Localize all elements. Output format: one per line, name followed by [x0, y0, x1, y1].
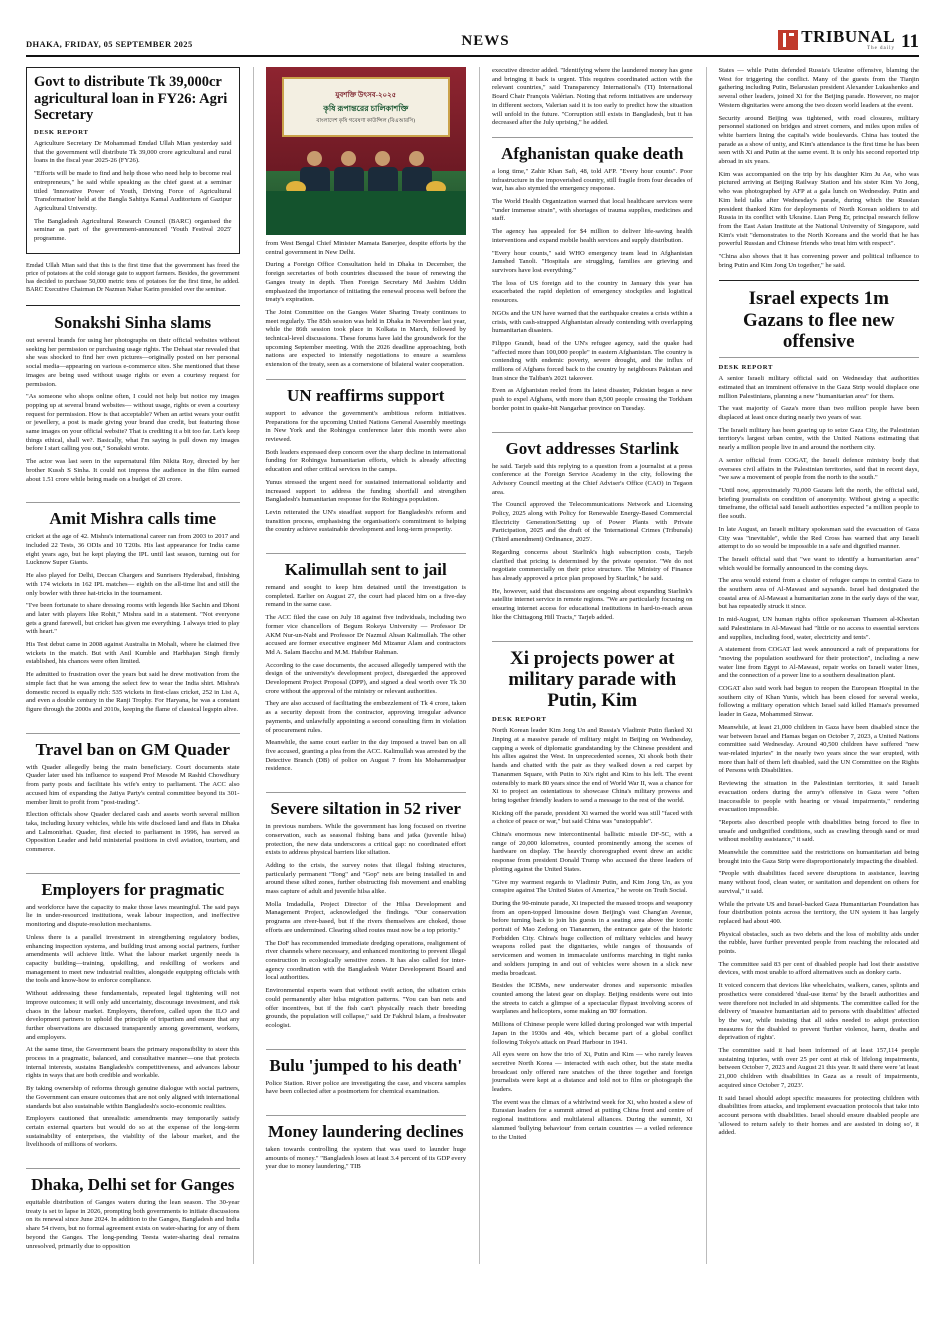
- divider: [266, 379, 467, 380]
- section-title: NEWS: [461, 33, 510, 49]
- article-headline: Sonakshi Sinha slams: [54, 313, 212, 332]
- lead-para-1: Agriculture Secretary Dr Mohammad Emdad Ullah Mian yesterday said that the government will distribute Tk 39,000 crore agricultural and rural loans in the fiscal year 2025-26 (FY26).: [34, 140, 232, 165]
- para: "Until now, approximately 70,000 Gazans left the north, the official said, briefing journalists on condition of anonymity. Without giving a specific timeframe, the official said Israeli authorities expected "a million people to flee south.: [718, 487, 919, 521]
- para: The ACC filed the case on July 18 against five individuals, including two former vice chancellors of Begum Rokeya University — Professor Dr AKM Nur-un-Nabi and Professor Dr Nazmul Ahsan Kalimullah. The other accused are former executive engineer Md Mizanur Alam and contractors Md A. Salam Bacchu and M.M. Habibur Rahman.: [265, 614, 466, 656]
- para: Filippo Grandi, head of the UN's refugee agency, said the quake had "affected more than 100,000 people" in eastern Afghanistan. The country is contending with endemic poverty, severe drought, and the influx of millions of Afghans forced back to the country by neighbours Pakistan and Iran since the Taliban's 2021 takeover.: [492, 339, 693, 382]
- para: A senior Israeli military official said on Wednesday that authorities estimated that an imminent offensive in the Gaza Strip would displace one million Palestinians, planning a new "humanitarian area" for them.: [718, 375, 919, 400]
- para: Kicking off the parade, president Xi warned the world was still "faced with a choice of peace or war," but said China was "unstoppable".: [492, 809, 693, 826]
- para: "China also shows that it has convening power and political influence to bring Putin and Kim Jong Un together," he said.: [718, 253, 919, 269]
- column-3: [479, 67, 693, 1264]
- para: Both leaders expressed deep concern over the sharp decline in international funding for Rohingya humanitarian efforts, which is already affecting education and other critical services in the camps.: [265, 448, 466, 474]
- para: a long time," Zahir Khan Safi, 48, told AFP. "Every hour counts". Poor infrastructure in the impoverished country, still fragile from four decades of war, has also stymied the emergency response.: [492, 167, 693, 193]
- para: Without addressing these fundamentals, repeated legal tightening will not improve outcomes; it will only add uncertainty, discourage investment, and risk chaos in the labour market. Employers, therefore, called upon the ILO and development partners to uphold the principle of tripartism and ensure that any further observations are discussed transparently among government, workers, and employers.: [26, 990, 240, 1041]
- para: Employers cautioned that unrealistic amendments may temporarily satisfy certain external quarters but would do so at the expense of the long-term sustainability of enterprises, the viability of the labour market, and the livelihoods of millions of workers.: [26, 1115, 240, 1149]
- para: "Every hour counts," said WHO emergency team lead in Afghanistan Jamshed Tanoli. "Hospitals are struggling, families are grieving and survivors have lost everything.": [492, 249, 693, 274]
- banner-line-2: কৃষি রূপান্তরের চালিকাশক্তি: [323, 103, 409, 113]
- article-byline: DESK REPORT: [492, 716, 547, 724]
- divider: [266, 1115, 467, 1116]
- photo-person: [366, 151, 400, 191]
- article-bulu: [266, 1056, 467, 1101]
- para: It voiced concern that devices like wheelchairs, walkers, canes, splints and prosthetics were considered 'dual-use items' by the Israeli authorities and were therefore not included in aid shipments. The committee called for the delivery of 'massive humanitarian aid to persons with disabilities' affected by the war, while insisting that all sides needed to adopt protection measures for the disabled to prevent 'further violence, harm, deaths and deprivation of rights'.: [718, 982, 919, 1042]
- para: It said Israel should adopt specific measures for protecting children with disabilities from attacks, and implement evacuation protocols that take into account persons with disabilities. Israel should ensure disabled people are 'allowed to return safely to their homes and are assisted in doing so', it added.: [718, 1094, 919, 1137]
- article-israel-gaza: [719, 288, 920, 1142]
- tribunal-logo: [778, 28, 895, 51]
- banner-line-3: বাংলাদেশ কৃষি গবেষণা কাউন্সিল (বিএআরসি): [316, 117, 416, 124]
- para: At the same time, the Government bears the primary responsibility to steer this process in a pragmatic, balanced, and consultative manner—one that protects internal interests, sustains Bangladesh's competitiveness, and advances labour rights in ways that are both credible and workable.: [26, 1046, 240, 1080]
- article-headline: Xi projects power at military parade with Putin, Kim: [508, 647, 677, 712]
- photo-table-cloth: [266, 191, 467, 235]
- para: They are also accused of facilitating the embezzlement of Tk 4 crore, taken as a security deposit from the contractor, approving irregular advance payments, and unlawfully appointing a second consulting firm in violation of procurement rules.: [265, 700, 466, 734]
- para: taken towards controlling the system that was used to launder huge amounts of money." "Bangladesh loses at least 3.4 percent of its GDP every year due to money laundering," TIB: [265, 1146, 466, 1171]
- para: executive director added. "Identifying where the laundered money has gone and bringing it back is urgent. This requires coordinated action with the relevant countries," said Transparency International's (TI) International Board Chair François Valérian. Noting that reform initiatives are underway in different sectors, Valerian said it is too early to predict how the situation will unfold in the future. "Corruption still exists in Bangladesh, but it has decreased after the July uprising," he added.: [492, 67, 693, 127]
- divider: [266, 1049, 467, 1050]
- para: equitable distribution of Ganges waters during the lean season. The 30-year treaty is set to lapse in 2026, prompting both governments to initiate discussions on its renewal since June 2024. In addition to the Ganges, Bangladesh and India share 54 rivers, but no formal agreement exists on water-sharing for any of them beyond the Ganges. The long-pending Teesta water-sharing deal remains unresolved, primarily due to opposition: [26, 1199, 240, 1250]
- article-starlink: [492, 439, 693, 627]
- divider: [492, 432, 693, 433]
- column-2: [253, 67, 467, 1264]
- para: China's enormous new intercontinental ballistic missile DF-5C, with a range of 20,000 kilometres, counted prominently among the scenes of hardware on display. The heavily choreographed event drew an acidic response from president Donald Trump who accused the three leaders of plotting against the United States.: [492, 831, 693, 873]
- para: NGOs and the UN have warned that the earthquake creates a crisis within a crisis, with cash-strapped Afghanistan already contending with overlapping humanitarian disasters.: [492, 309, 693, 335]
- article-employers: [26, 880, 240, 1154]
- para: All eyes were on how the trio of Xi, Putin and Kim — who rarely leaves secretive North Korea — interacted with each other, but the state media broadcast only offered rare snatches of the three together and foreign journalists were kept at a distance and told not to film or photograph the leaders.: [492, 1051, 693, 1094]
- seminar-photo: [266, 67, 467, 235]
- article-gm-quader: [26, 740, 240, 859]
- column-1: [26, 67, 240, 1264]
- para: Physical obstacles, such as two debris and the loss of mobility aids under the rubble, have further prevented people from reaching the relocated aid points.: [718, 930, 919, 956]
- article-headline: Bulu 'jumped to his death': [269, 1055, 463, 1075]
- lead-story-box: [26, 67, 240, 254]
- article-headline: Travel ban on GM Quader: [35, 739, 230, 759]
- para: Adding to the crisis, the survey notes that illegal fishing structures, particularly permanent "Tong" and "Gop" nets are being installed in and around these silted zones, further obstructing fish movement and enabling mass capture of adult and juvenile hilsa alike.: [265, 861, 466, 896]
- para: The Israeli military has been gearing up to seize Gaza City, the Palestinian territory's largest urban centre, with the United Nations estimating that nearly a million people live in and around the northern city.: [718, 426, 919, 452]
- article-headline: Dhaka, Delhi set for Ganges: [31, 1175, 235, 1195]
- para: Meanwhile the committee said the restrictions on humanitarian aid being brought into the Gaza Strip were disproportionately impacting the disabled.: [718, 849, 919, 865]
- article-headline: Employers for pragmatic: [41, 879, 225, 899]
- article-headline: Severe siltation in 52 river: [270, 799, 461, 819]
- para: The Council approved the Telecommunications Network and Licensing Policy, 2025 along with Policy for Renewable Energy-Based Commercial Electricity Generation/Setting up of Power Plants with Private Participation, 2025 and the draft of the 'International Crimes (Tribunals) (Third amendment) Ordinance, 2025'.: [492, 501, 693, 544]
- para: The loss of US foreign aid to the country in January this year has exacerbated the rapid depletion of emergency stockpiles and logistical resources.: [492, 279, 693, 305]
- divider: [266, 792, 467, 793]
- divider: [719, 357, 920, 358]
- para: Yunus stressed the urgent need for sustained international solidarity and increased support to address the funding shortfall and strengthen Bangladesh's humanitarian response for the Rohingya population.: [265, 478, 466, 504]
- para: The area would extend from a cluster of refugee camps in central Gaza to the southern area of Al-Mawasi and saysands. Israel had designated the coastal area of Al-Mawasi a humanitarian zone in the early days of the war, but has repeatedly struck it since.: [718, 577, 919, 611]
- article-headline: Afghanistan quake death: [501, 143, 684, 163]
- para: The committee said 83 per cent of disabled people had lost their assistive devices, with most unable to afford alternatives such as donkey carts.: [718, 960, 919, 977]
- masthead-date: DHAKA, FRIDAY, 05 SEPTEMBER 2025: [26, 39, 193, 49]
- article-headline: Money laundering declines: [267, 1122, 464, 1142]
- divider: [26, 873, 240, 874]
- para: in previous numbers. While the government has long focused on riverine conservation, such as seasonal fishing bans and jatka (juvenile hilsa) protection, the new data underscores a critical gap: no coordinated effort exists to address physical barriers like siltation.: [265, 823, 466, 857]
- para: While the private US and Israel-backed Gaza Humanitarian Foundation has four distribution points across the territory, the UN system it has largely replaced had about 400.: [718, 900, 919, 925]
- article-amit-mishra: [26, 509, 240, 718]
- lead-para-2: "Efforts will be made to find and help those who need help to become real entrepreneurs," he said while speaking as the chief guest at a seminar titled 'Innovative Power of Youth, Driving Force of Agricultural Transformation' held at the Bangla Sahitya Kamal Auditorium of Gazipur Agricultural University.: [34, 170, 232, 212]
- para: A statement from COGAT last week announced a raft of preparations for "moving the population southward for their protection", including a new water line from Egypt to Al-Mawasi, repair works on Israeli water lines, and the connection of a power line to a southern desalination plant.: [718, 646, 919, 680]
- para: The World Health Organization warned that local healthcare services were "under immense strain", with shortages of trauma supplies, medicines and staff.: [492, 198, 693, 223]
- article-headline: UN reaffirms support: [287, 385, 445, 405]
- photo-banner: [282, 77, 450, 137]
- para: remand and sought to keep him detained until the investigation is completed. Earlier on August 27, the court had placed him on a five-day remand in the same case.: [265, 584, 466, 609]
- para: States — while Putin defended Russia's Ukraine offensive, blaming the West for triggering the conflict. Many of the guests from the Tianjin gathering including Putin, Belarusian president Alexander Lukashenko and several other leaders, joined Xi for the Beijing parade. However, no major Western dignitaries were among the two dozen world leaders at the event.: [718, 67, 919, 109]
- para: Regarding concerns about Starlink's high subscription costs, Tarjeb clarified that pricing is determined by the private operator. "We do not negotiate commercially on their price structure. The Ministry of Finance has already approved a price plan proposed by Starlink," he said.: [492, 548, 693, 582]
- para: "I've been fortunate to share dressing rooms with legends like Sachin and Dhoni and later with players like Rohit," Mishra said in a statement. "Not everyone gets a grand farewell, but cricket has given me everything. I always tried to play with heart.": [26, 602, 240, 636]
- para: Security around Beijing was tightened, with road closures, military personnel stationed on bridges and street corners, and miles upon miles of white barriers lining the capital's wide boulevards. China has touted the parade as a show of unity, and Kim's attendance is the first time he has been seen with Xi and Putin at the same event. It is only his second reported trip abroad in six years.: [718, 114, 919, 166]
- photo-person: [332, 151, 366, 191]
- article-sonakshi: [26, 313, 240, 488]
- article-headline: Govt addresses Starlink: [505, 438, 679, 458]
- article-headline: Israel expects 1m Gazans to flee new offensive: [743, 288, 895, 352]
- article-afghanistan-quake: [492, 144, 693, 418]
- para: "Give my warmest regards to Vladimir Putin, and Kim Jong Un, as you conspire against The United States of America," he wrote on Truth Social.: [492, 878, 693, 895]
- divider: [26, 502, 240, 503]
- para: out several brands for using her photographs on their official websites without seeking her permission or purchasing usage rights. The Dehaat star revealed that she was shocked to find her own pictures—originally posted on her personal social media—appearing on various e-commerce sites. She mentioned that these images are being used without usage rights or even a courtesy request for permission.: [26, 337, 240, 388]
- para: According to the case documents, the accused allegedly tampered with the design of the university's development project, disregarded the approved Development Project Proposal (DPP), and signed a deal worth over Tk 30 crore without the approval of the ministry or relevant authorities.: [265, 661, 466, 695]
- para: The agency has appealed for $4 million to deliver life-saving health interventions and expand mobile health services and supply distribution.: [492, 228, 693, 244]
- para: A senior official from COGAT, the Israeli defence ministry body that oversees civil affairs in the Palestinian territories, said that in recent days, "we saw a movement of people from the north to the south.": [718, 456, 919, 482]
- para: The DoF has recommended immediate dredging operations, realignment of river channels where necessary, and enhanced monitoring to prevent illegal construction in ecologically sensitive zones. It has also called for inter-agency coordination with the Bangladesh Water Development Board and local authorities.: [265, 939, 466, 982]
- para: Levin reiterated the UN's steadfast support for Bangladesh's reform and transition process, emphasising the organisation's commitment to helping the country achieve sustainable development and long-term prosperity.: [265, 508, 466, 534]
- para: By taking ownership of reforms through genuine dialogue with social partners, the Government can ensure outcomes that are not only aligned with international standards but also sustainable within Bangladesh's socio-economic realities.: [26, 1085, 240, 1110]
- para: In late August, an Israeli military spokesman said the evacuation of Gaza City was "inevitable", while the Red Cross has warned that any Israeli attempt to do so would be impossible in a safe and dignified manner.: [718, 525, 919, 551]
- divider: [266, 553, 467, 554]
- para: with Quader allegedly being the main beneficiary. Court documents state Quader later used his influence to suspend Prof Mesode M Rashid Chowdhury from party posts and facilitate his wife's entry to parliament. The ACC also accused him of expanding the Jatiya Party's central committee beyond its 301-member limit to profit from "post-trading".: [26, 763, 240, 806]
- para: "As someone who shops online often, I could not help but notice my images popping up at several brand websites— without usage, rights or even a courtesy request for permission. How is that acceptable? When an artist wears your outfit or jewellery, a post is made giving your brand due credit, but featuring those same images on your official website? That is crediting it a bit too far. Let's keep things ethical, shall we?. Basically, what I'm saying is pull down my images before I start calling you out," Sonakshi wrote.: [26, 393, 240, 453]
- lead-byline: DESK REPORT: [34, 129, 89, 137]
- para: The committee said it had been informed of at least 157,114 people sustaining injuries, with over 25 per cent at risk of lifelong impairments, between October 7, 2023 and August 21 this year. It said there were 'at least 21,000 children with disabilities in Gaza as a result of impairments, acquired since October 7, 2023'.: [718, 1047, 919, 1089]
- para: The event was the climax of a whirlwind week for Xi, who hosted a slew of Eurasian leaders for a summit aimed at putting China front and centre of regional institutions and multilateral alliances. During the summit, Xi slammed 'bullying behaviour' from certain countries — a veiled reference to the United: [492, 1098, 693, 1141]
- article-ganges: [26, 1175, 240, 1255]
- para: Meanwhile, at least 21,000 children in Gaza have been disabled since the war between Israel and Hamas began on October 7, 2023, a United Nations committee said Wednesday. Around 40,500 children have suffered "new war-related injuries" in the nearly two years since the war erupted, with more than half of them left disabled, said the UN Committee on the Rights of Persons with Disabilities.: [718, 723, 919, 775]
- para: "Reports also described people with disabilities being forced to flee in unsafe and undignified conditions, such as crawling through sand or mud without mobility assistance," it said.: [718, 818, 919, 844]
- article-byline: DESK REPORT: [718, 364, 774, 372]
- divider: [492, 137, 693, 138]
- para: support to advance the government's ambitious reform initiatives. Preparations for the upcoming United Nations General Assembly meetings in New York and the Rohingya conference later this month were also reviewed.: [265, 409, 466, 443]
- para: Millions of Chinese people were killed during prolonged war with imperial Japan in the 1930s and 40s, which became part of a global conflict following Tokyo's attack on Pearl Harbour in 1941.: [492, 1021, 693, 1046]
- para: Environmental experts warn that without swift action, the siltation crisis could permanently alter hilsa migration patterns. "You can ban nets and offer incentives, but if the fish can't physically reach their breeding grounds, the population will collapse," said Dr Fakhrul Islam, a freshwater ecologist.: [265, 987, 466, 1029]
- para: He admitted to frustration over the years but said he drew motivation from the simple fact that he was among the select few to wear the India shirt. Mishra's domestic record is equally rich: 535 wickets in first-class cricket, 252 in List A, and even a double century in the Ranji Trophy. For Haryana, he was a constant figure through the 2000s and 2010s, keeping the flame of classical legspin alive.: [26, 671, 240, 713]
- para: Kim was accompanied on the trip by his daughter Kim Ju Ae, who was pictured arriving at Beijing Railway Station and his sister Kim Yo Jong, who was photographed by AFP at a gala lunch on Wednesday. Putin and Kim held talks after Wednesday's parade, during which the Russian president thanked Kim for deployments of North Korean soldiers to aid Russia in its conflict with Ukraine. Lian Peng Er, principal research fellow from the East Asian Institute at the National University of Singapore, said Kim's visit "demonstrates to the North Koreans and the world that he has powerful Russian and Chinese friends who treat him with respect".: [718, 170, 919, 248]
- para: His Test debut came in 2008 against Australia in Mohali, where he claimed five wickets in the match. But with Anil Kumble and Harbhajan Singh firmly established, his chances were often limited.: [26, 641, 240, 666]
- lead-para-3: The Bangladesh Agricultural Research Council (BARC) organised the seminar as part of the government-announced 'Youth Festival 2025' programme.: [34, 217, 232, 243]
- para: Reviewing the situation in the Palestinian territories, it said Israeli evacuation orders during the army's offensive in Gaza were "often inaccessible to people with hearing or visual impairments," rendering evacuation impossible.: [718, 780, 919, 814]
- brand-name: TRIBUNAL: [801, 27, 896, 46]
- article-siltation: [266, 799, 467, 1035]
- lead-headline: Govt to distribute Tk 39,000cr agricultural loan in FY26: Agri Secretary: [34, 74, 228, 124]
- para: Molla Imdadulla, Project Director of the Hilsa Development and Management Project, acknowledged the findings. "Our conservation programs are river-based, but if the rivers themselves are choked, those efforts are undermined. Clearing silted routes must now be a top priority.": [265, 900, 466, 934]
- para: Meanwhile, the same court earlier in the day imposed a travel ban on all five accused, granting a plea from the ACC. Kalimullah was arrested by the Detective Branch (DB) of police on August 7 from his Mohammadpur residence.: [265, 739, 466, 773]
- divider: [26, 733, 240, 734]
- para: The actor was last seen in the supernatural film Nikita Roy, directed by her brother Kussh S Sinha. It could not impress the audience in the film earned about 1.51 crore while being made on a budget of 20 crore.: [26, 458, 240, 483]
- para: He, however, said that discussions are ongoing about expanding Starlink's satellite internet service in remote regions. "We are particularly focusing on ensuring internet access for educational institutions in hard-to-reach areas like the Chittagong Hill Tracts," Tarjeb added.: [492, 587, 693, 621]
- divider: [492, 641, 693, 642]
- article-headline: Kalimullah sent to jail: [284, 560, 447, 580]
- para: In mid-August, UN human rights office spokesman Thameen al-Kheetan said Palestinians in Al-Mawasi had "little or no access to essential services and supplies, including food, water, electricity and tents".: [718, 616, 919, 641]
- brand-tagline: The daily: [867, 46, 896, 51]
- divider: [719, 280, 920, 281]
- page-number: 11: [901, 31, 919, 52]
- para: Even as Afghanistan reeled from its latest disaster, Pakistan began a new push to expel Afghans, with more than 8,500 people crossing the Torkham border point in quake-hit Nangarhar province on Tuesday.: [492, 387, 693, 412]
- para: Police Station. River police are investigating the case, and viscera samples have been collected after a postmortem for chemical examination.: [265, 1079, 466, 1096]
- divider: [26, 305, 240, 306]
- article-xi-parade: [492, 648, 693, 1147]
- article-money-laundering: [266, 1122, 467, 1176]
- para: from West Bengal Chief Minister Mamata Banerjee, despite efforts by the central government in New Delhi.: [265, 240, 466, 256]
- banner-line-1: যুবশক্তি উৎসব-২০২৫: [335, 90, 397, 99]
- para: Election officials show Quader declared cash and assets worth several million taka, including luxury vehicles, while his wife disclosed land and flats in Dhaka and Lalmonirhat. Quader, first elected to parliament in 1996, has served as Opposition Leader and held ministerial positions in civil aviation, tourism, and commerce.: [26, 811, 240, 854]
- para: Besides the ICBMs, new underwater drones and supersonic missiles counted among the latest gear on display. Beijing residents were out into the streets to catch a glimpse of a spectacular flypast involving scores of warplanes and helicopters, some making an '80' formation.: [492, 982, 693, 1016]
- para: During the 90-minute parade, Xi inspected the massed troops and weaponry from an open-topped limousine down Beijing's vast Chang'an Avenue, before turning back to join his guests in a seating area above the iconic portrait of Mao Zedong on Tiananmen, the entrance gate of the historic Forbidden City. China's huge collection of military vehicles and heavy weapons rolled past the dignitaries, while ranges of thousands of servicemen and women in immaculate uniforms marching in tight ranks and soldiers jumping in and out of vehicles were shown in a slick new media broadcast.: [492, 899, 693, 977]
- article-kalimullah: [266, 560, 467, 778]
- para: and workforce have the capacity to make those laws meaningful. The said pays lie in under-resourced institutions, weak labour inspection, and ineffective monitoring and dispute-resolution mechanisms.: [26, 903, 240, 929]
- para: The Israeli official said that "we want to identify a humanitarian area" which would be formally announced in the coming days.: [718, 555, 919, 572]
- masthead: [26, 28, 919, 57]
- para: Unless there is a parallel investment in strengthening regulatory bodies, enhancing inspection systems, and building trust among social partners, further amendments will achieve little. What the labour market urgently needs is capacity building—training, upskilling, and reskilling of workers and management to meet new industrial realities, alongside equipping officials with the tools and know-how to enforce compliance.: [26, 933, 240, 985]
- brand-mark-icon: [778, 30, 798, 50]
- article-un-support: [266, 386, 467, 539]
- para: cricket at the age of 42. Mishra's international career ran from 2003 to 2017 and included 22 Tests, 36 ODIs and 10 T20Is. His last appearance for India came eight years ago, but he kept playing the IPL until last season, turning out for Lucknow Super Giants.: [26, 533, 240, 567]
- para: During a Foreign Office Consultation held in Dhaka in December, the foreign secretaries of both countries discussed the issue of renewing the Ganges treaty in depth. Then Foreign Secretary Md Jashim Uddin emphasized the importance of initiating the renewal process well before the treaty's expiration.: [265, 261, 466, 304]
- para: The vast majority of Gaza's more than two million people have been displaced at least once during nearly two years of war.: [718, 405, 919, 422]
- para: He also played for Delhi, Deccan Chargers and Sunrisers Hyderabad, finishing with 174 wickets in 162 IPL matches— eighth on the all-time list and still the only bowler with three hat-tricks in the tournament.: [26, 572, 240, 597]
- photo-caption: Emdad Ullah Mian said that this is the first time that the government has freed the price of potatoes at the cold storage gate to support farmers. Besides, the government has decided to purchase 50,000 metric tons of potatoes for the first time, he added. BARC Executive Chairman Dr Nazmun Nahar Karim presided over the seminar.: [26, 261, 240, 293]
- para: North Korean leader Kim Jong Un and Russia's Vladimir Putin flanked Xi Jinping at a massive parade of military might in Beijing on Wednesday, capping a week of diplomatic grandstanding by the Chinese president and his allies against the West. In unprecedented scenes, Xi shook both their hands and chatted with the pair as they walked down a red carpet by Tiananmen Square, with Putin to Xi's right and Kim to his left. The event ostensibly to mark 80 years since the end of World War II, was a chance for Xi to project an ostentatious to showcase China's military prowess and bring together friendly leaders to send a message to the rest of the world.: [492, 727, 693, 804]
- divider: [26, 1168, 240, 1169]
- para: The Joint Committee on the Ganges Water Sharing Treaty continues to meet regularly. The 85th session was held in Dhaka in November last year, while the 86th session took place in Kolkata in March, followed by technical-level discussions. These forums have laid the groundwork for the upcoming September meeting. With the 2026 deadline approaching, both nations are expected to intensify negotiations to ensure a seamless extension of the treaty, seen as a cornerstone of bilateral water cooperation.: [265, 308, 466, 369]
- para: he said. Tarjeb said this replying to a question from a journalist at a press conference at the Foreign Service Academy in the city, following the Advisory Council meeting at the Chief Adviser's Office (CAO) in Tegaon area.: [492, 462, 693, 496]
- article-grid: [26, 67, 919, 1264]
- para: "People with disabilities faced severe disruptions in assistance, leaving many without food, clean water, or sanitation and dependent on others for survival," it said.: [718, 870, 919, 895]
- para: COGAT also said work had begun to reopen the European Hospital in the southern city of Khan Yunis, which has been closed for several weeks, following a military operation which Israel said killed Hamas's presumed leader in Gaza, Mohammed Sinwar.: [718, 685, 919, 719]
- column-4: [706, 67, 920, 1264]
- masthead-brand: [778, 28, 919, 51]
- article-headline: Amit Mishra calls time: [49, 509, 217, 529]
